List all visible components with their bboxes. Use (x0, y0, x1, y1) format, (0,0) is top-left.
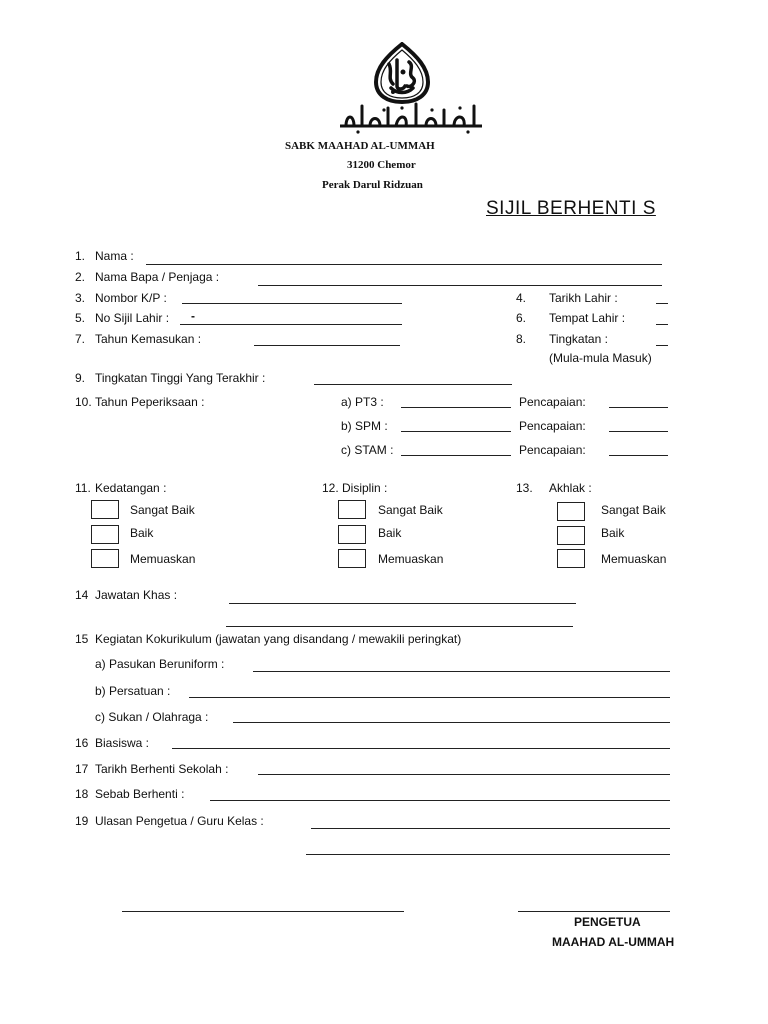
document-title: SIJIL BERHENTI S (486, 198, 656, 219)
left-signature-line[interactable] (122, 911, 404, 912)
remarks-input-line-1[interactable] (311, 828, 670, 829)
uniform-unit-label: a) Pasukan Beruniform : (95, 657, 225, 671)
field-19-number: 19 (75, 814, 89, 828)
exam-pt3-result-input-line[interactable] (609, 407, 668, 408)
field-3-number: 3. (75, 291, 86, 305)
exam-spm-result-label: Pencapaian: (519, 419, 586, 433)
field-10-label: Tahun Peperiksaan : (95, 395, 205, 409)
leaving-reason-input-line[interactable] (210, 800, 670, 801)
principal-role: PENGETUA (574, 915, 641, 929)
field-2-label: Nama Bapa / Penjaga : (95, 270, 220, 284)
remarks-label: Ulasan Pengetua / Guru Kelas : (95, 814, 264, 828)
character-baik-checkbox[interactable] (557, 526, 585, 545)
principal-signature-line[interactable] (518, 911, 670, 912)
highest-form-input-line[interactable] (314, 384, 512, 385)
entry-form-input-line[interactable] (656, 345, 668, 346)
guardian-name-input-line[interactable] (258, 285, 662, 286)
entry-year-input-line[interactable] (254, 345, 400, 346)
exam-spm-result-input-line[interactable] (609, 431, 668, 432)
school-state: Perak Darul Ridzuan (322, 179, 423, 191)
society-label: b) Persatuan : (95, 684, 171, 698)
field-4-number: 4. (516, 291, 527, 305)
character-sangat-baik-checkbox[interactable] (557, 502, 585, 521)
field-9-number: 9. (75, 371, 86, 385)
field-1-number: 1. (75, 249, 86, 263)
society-input-line[interactable] (189, 697, 670, 698)
arabic-calligraphy-name (336, 100, 486, 134)
birth-cert-value: - (191, 309, 195, 323)
field-8-number: 8. (516, 332, 527, 346)
exam-stam-result-input-line[interactable] (609, 455, 668, 456)
character-memuaskan-label: Memuaskan (601, 552, 667, 566)
field-10-number: 10. (75, 395, 92, 409)
birth-cert-input-line[interactable] (180, 324, 402, 325)
leaving-date-label: Tarikh Berhenti Sekolah : (95, 762, 229, 776)
field-5-label: No Sijil Lahir : (95, 311, 170, 325)
field-3-label: Nombor K/P : (95, 291, 167, 305)
field-8-sublabel: (Mula-mula Masuk) (549, 351, 652, 365)
field-1-label: Nama : (95, 249, 134, 263)
uniform-unit-input-line[interactable] (253, 671, 670, 672)
discipline-sangat-baik-checkbox[interactable] (338, 500, 366, 519)
attendance-memuaskan-checkbox[interactable] (91, 549, 119, 568)
leaving-date-input-line[interactable] (258, 774, 670, 775)
exam-pt3-label: a) PT3 : (341, 395, 384, 409)
character-label: Akhlak : (549, 481, 592, 495)
attendance-memuaskan-label: Memuaskan (130, 552, 196, 566)
birth-date-input-line[interactable] (656, 303, 668, 304)
field-16-number: 16 (75, 736, 89, 750)
sports-input-line[interactable] (233, 722, 670, 723)
character-memuaskan-checkbox[interactable] (557, 549, 585, 568)
field-12-number: 12. (322, 481, 339, 495)
attendance-sangat-baik-checkbox[interactable] (91, 500, 119, 519)
ic-number-input-line[interactable] (182, 303, 402, 304)
birth-place-input-line[interactable] (656, 324, 668, 325)
field-6-number: 6. (516, 311, 527, 325)
exam-stam-label: c) STAM : (341, 443, 394, 457)
field-7-number: 7. (75, 332, 86, 346)
principal-organization: MAAHAD AL-UMMAH (552, 935, 675, 949)
discipline-baik-checkbox[interactable] (338, 525, 366, 544)
field-4-label: Tarikh Lahir : (549, 291, 618, 305)
exam-pt3-input-line[interactable] (401, 407, 511, 408)
school-logo-emblem (373, 42, 431, 104)
field-5-number: 5. (75, 311, 86, 325)
special-post-label: Jawatan Khas : (95, 588, 178, 602)
discipline-label: Disiplin : (342, 481, 388, 495)
exam-pt3-result-label: Pencapaian: (519, 395, 586, 409)
field-11-number: 11. (75, 481, 91, 495)
attendance-sangat-baik-label: Sangat Baik (130, 503, 195, 517)
exam-stam-result-label: Pencapaian: (519, 443, 586, 457)
field-8-label: Tingkatan : (549, 332, 608, 346)
remarks-input-line-2[interactable] (306, 854, 670, 855)
field-9-label: Tingkatan Tinggi Yang Terakhir : (95, 371, 266, 385)
field-14-number: 14 (75, 588, 89, 602)
attendance-label: Kedatangan : (95, 481, 167, 495)
special-post-input-line-1[interactable] (229, 603, 576, 604)
field-6-label: Tempat Lahir : (549, 311, 626, 325)
exam-spm-label: b) SPM : (341, 419, 388, 433)
field-7-label: Tahun Kemasukan : (95, 332, 202, 346)
scholarship-input-line[interactable] (172, 748, 670, 749)
scholarship-label: Biasiswa : (95, 736, 150, 750)
discipline-memuaskan-label: Memuaskan (378, 552, 444, 566)
field-18-number: 18 (75, 787, 89, 801)
field-13-number: 13. (516, 481, 533, 495)
school-postcode-town: 31200 Chemor (347, 159, 416, 171)
character-sangat-baik-label: Sangat Baik (601, 503, 666, 517)
school-name: SABK MAAHAD AL-UMMAH (285, 140, 435, 152)
discipline-memuaskan-checkbox[interactable] (338, 549, 366, 568)
exam-spm-input-line[interactable] (401, 431, 511, 432)
discipline-baik-label: Baik (378, 526, 402, 540)
name-input-line[interactable] (146, 264, 662, 265)
discipline-sangat-baik-label: Sangat Baik (378, 503, 443, 517)
attendance-baik-label: Baik (130, 526, 154, 540)
attendance-baik-checkbox[interactable] (91, 525, 119, 544)
cocurricular-label: Kegiatan Kokurikulum (jawatan yang disandang / mewakili peringkat) (95, 632, 462, 646)
sports-label: c) Sukan / Olahraga : (95, 710, 209, 724)
field-2-number: 2. (75, 270, 86, 284)
character-baik-label: Baik (601, 526, 625, 540)
exam-stam-input-line[interactable] (401, 455, 511, 456)
field-17-number: 17 (75, 762, 89, 776)
field-15-number: 15 (75, 632, 89, 646)
special-post-input-line-2[interactable] (226, 626, 573, 627)
leaving-reason-label: Sebab Berhenti : (95, 787, 185, 801)
